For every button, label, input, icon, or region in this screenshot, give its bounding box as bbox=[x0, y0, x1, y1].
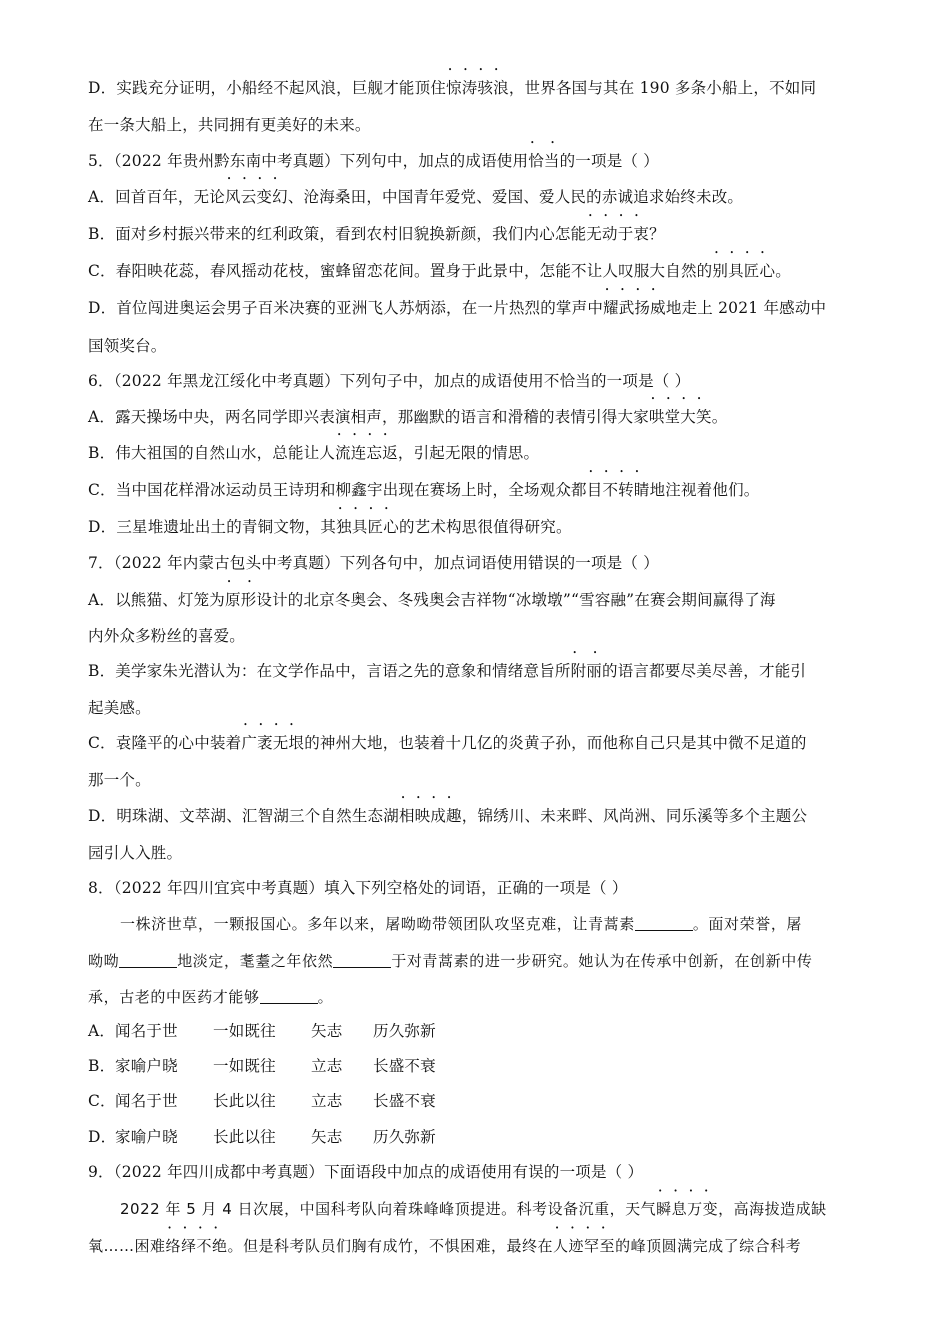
passage-text: 。 bbox=[317, 988, 334, 1006]
text-line bbox=[88, 697, 868, 719]
question-8-title bbox=[88, 877, 868, 899]
option-word: 家喻户晓 bbox=[115, 1128, 178, 1146]
passage-text: 氧……困难 bbox=[88, 1237, 166, 1255]
question-9-passage bbox=[88, 1235, 868, 1257]
line-text: 内外众多粉丝的喜爱。 bbox=[88, 627, 246, 645]
line-text: A．露天操场中央，两名同学即兴表演相声，那幽默的语言和滑稽的表情引得大家 bbox=[88, 408, 649, 426]
line-text: 6．（2022 年黑龙江绥化中考真题）下列句子中，加点的成语使用不恰当的一项是（ ） bbox=[88, 372, 691, 390]
question-8-option-d[interactable] bbox=[88, 1126, 868, 1148]
line-text: B．美学家朱光潜认为：在文学作品中，言语之先的意象和情绪意旨所 bbox=[88, 662, 571, 680]
passage-text: 2022 年 5 月 4 日次展，中国科考队向着珠峰峰顶提进。科考设备沉重，天气 bbox=[120, 1200, 657, 1218]
emphasized-phrase: • • • • 人迹罕至 bbox=[553, 1235, 615, 1257]
line-text: D．首位闯进奥运会男子百米决赛的亚洲飞人苏炳添，在一片热烈的掌声中 bbox=[88, 299, 604, 317]
passage-text: 的峰顶圆满完成了综合科考 bbox=[615, 1237, 802, 1255]
question-8-passage bbox=[120, 913, 900, 935]
question-8-passage bbox=[88, 950, 868, 972]
text-line bbox=[88, 77, 868, 99]
line-text: 的艺术构思很值得研究。 bbox=[398, 518, 572, 536]
fill-blank[interactable] bbox=[333, 952, 391, 968]
option-word: 长此以往 bbox=[213, 1092, 276, 1110]
line-text: C．当中国花样滑冰运动员王诗玥和柳鑫宇出现在赛场上时，全场观众都 bbox=[88, 481, 587, 499]
line-text: C．袁隆平的心中装着 bbox=[88, 734, 242, 752]
passage-text: 地淡定，耄耋之年依然 bbox=[177, 952, 334, 970]
emphasized-phrase: • • • • 目不转睛 bbox=[587, 479, 650, 501]
emphasized-phrase: • • • • 络绎不绝 bbox=[166, 1235, 228, 1257]
passage-text: 承，古老的中医药才能够 bbox=[88, 988, 260, 1006]
line-text: 7．（2022 年内蒙古包头中考真题）下列各句中，加点词语使用错误的一项是（ ） bbox=[88, 554, 659, 572]
line-text: 园引人入胜。 bbox=[88, 844, 183, 862]
option-label: D． bbox=[88, 1128, 117, 1146]
option-word: 闻名于世 bbox=[115, 1022, 178, 1040]
passage-text: ，高海拔造成缺 bbox=[718, 1200, 827, 1218]
option-word: 长盛不衰 bbox=[373, 1092, 436, 1110]
text-line bbox=[88, 769, 868, 791]
passage-text: 。但是科考队员们胸有成竹，不惧困难，最终在 bbox=[227, 1237, 554, 1255]
option-word: 历久弥新 bbox=[373, 1022, 436, 1040]
fill-blank[interactable] bbox=[635, 915, 693, 931]
line-text: ，引起无限的情思。 bbox=[397, 444, 540, 462]
question-6-option-a[interactable] bbox=[88, 406, 868, 428]
passage-text: 。面对荣誉，屠 bbox=[692, 915, 803, 933]
text-line bbox=[88, 625, 868, 647]
emphasized-phrase: • • • • 流连忘返 bbox=[335, 442, 398, 464]
line-text: C．春阳映花蕊，春风摇动花枝，蜜蜂留恋花间。置身于此景中，怎能不让人叹服大自然的 bbox=[88, 262, 713, 280]
line-text: 地注视着他们。 bbox=[649, 481, 760, 499]
line-text: B．伟大祖国的自然山水，总能让人 bbox=[88, 444, 336, 462]
option-word: 长盛不衰 bbox=[373, 1057, 436, 1075]
emphasized-phrase: • • • • 无动于衷 bbox=[586, 223, 649, 245]
line-text: D．实践充分证明，小船经不起风浪，巨舰才能顶住 bbox=[88, 79, 447, 97]
option-word: 立志 bbox=[311, 1092, 343, 1110]
option-label: B． bbox=[88, 1057, 116, 1075]
option-word: 闻名于世 bbox=[115, 1092, 178, 1110]
line-text: 地走上 2021 年感动中 bbox=[665, 299, 827, 317]
line-text: D．三星堆遗址出土的青铜文物，其 bbox=[88, 518, 337, 536]
line-text: ？ bbox=[649, 225, 665, 243]
line-text: 。 bbox=[775, 262, 791, 280]
emphasized-word: • • 附丽 bbox=[571, 660, 602, 682]
question-6-title bbox=[88, 370, 868, 392]
line-text: ，锦绣川、未来畔、风尚洲、同乐溪等多个主题公 bbox=[461, 807, 808, 825]
line-text: 8．（2022 年四川宜宾中考真题）填入下列空格处的词语，正确的一项是（ ） bbox=[88, 879, 628, 897]
question-7-option-a[interactable] bbox=[88, 589, 868, 611]
emphasized-phrase: • • • • 哄堂大笑 bbox=[649, 406, 712, 428]
question-6-option-d[interactable] bbox=[88, 516, 868, 538]
question-6-option-c[interactable] bbox=[88, 479, 868, 501]
option-word: 历久弥新 bbox=[373, 1128, 436, 1146]
emphasized-phrase: • • • • 瞬息万变 bbox=[656, 1198, 718, 1220]
question-7-option-d[interactable] bbox=[88, 805, 868, 827]
option-word: 矢志 bbox=[311, 1128, 343, 1146]
line-text: 设计的北京冬奥会、冬残奥会吉祥物“冰墩墩”“雪容融”在赛会期间赢得了海 bbox=[256, 591, 776, 609]
option-word: 长此以往 bbox=[213, 1128, 276, 1146]
line-text: 的语言都要尽美尽善，才能引 bbox=[602, 662, 807, 680]
question-5-title bbox=[88, 150, 868, 172]
question-5-option-a[interactable] bbox=[88, 186, 868, 208]
question-9-passage bbox=[120, 1198, 900, 1220]
text-line bbox=[88, 114, 868, 136]
option-word: 立志 bbox=[311, 1057, 343, 1075]
line-text: B．面对乡村振兴带来的红利政策，看到农村旧貌换新颜，我们内心怎能 bbox=[88, 225, 587, 243]
question-9-title bbox=[88, 1161, 868, 1183]
fill-blank[interactable] bbox=[119, 952, 177, 968]
question-5-option-d[interactable] bbox=[88, 297, 868, 319]
passage-text: 呦呦 bbox=[88, 952, 120, 970]
line-text: A．以熊猫、灯笼为 bbox=[88, 591, 225, 609]
option-label: A． bbox=[88, 1022, 116, 1040]
option-word: 家喻户晓 bbox=[115, 1057, 178, 1075]
question-8-option-a[interactable] bbox=[88, 1020, 868, 1042]
option-word: 一如既往 bbox=[213, 1022, 276, 1040]
emphasized-phrase: • • • • 风云变幻 bbox=[225, 186, 288, 208]
option-label: C． bbox=[88, 1092, 116, 1110]
line-text: 9．（2022 年四川成都中考真题）下面语段中加点的成语使用有误的一项是（ ） bbox=[88, 1163, 644, 1181]
line-text: 在一条大船上，共同拥有更美好的未来。 bbox=[88, 116, 371, 134]
line-text: 5．（2022 年贵州黔东南中考真题）下列句中，加点的成语使用 bbox=[88, 152, 529, 170]
question-8-option-b[interactable] bbox=[88, 1055, 868, 1077]
line-text: ，世界各国与其在 190 多条小船上，不如同 bbox=[508, 79, 817, 97]
emphasized-word: • • 恰当 bbox=[528, 150, 559, 172]
line-text: A．回首百年，无论 bbox=[88, 188, 225, 206]
question-7-option-c[interactable] bbox=[88, 732, 868, 754]
emphasized-phrase: • • • • 耀武扬威 bbox=[603, 297, 666, 319]
text-line bbox=[88, 842, 868, 864]
emphasized-phrase: • • • • 广袤无垠 bbox=[241, 732, 304, 754]
line-text: 的一项是（ ） bbox=[559, 152, 659, 170]
question-6-option-b[interactable] bbox=[88, 442, 868, 464]
line-text: 。 bbox=[711, 408, 728, 426]
question-7-title bbox=[88, 552, 868, 574]
emphasized-phrase: • • • • 别具匠心 bbox=[712, 260, 775, 282]
line-text: 那一个。 bbox=[88, 771, 151, 789]
emphasized-phrase: • • • • 相映成趣 bbox=[399, 805, 462, 827]
option-word: 一如既往 bbox=[213, 1057, 276, 1075]
text-line bbox=[88, 335, 868, 357]
emphasized-word: • • 原形 bbox=[225, 589, 256, 611]
option-word: 矢志 bbox=[311, 1022, 343, 1040]
passage-text: 于对青蒿素的进一步研究。她认为在传承中创新，在创新中传 bbox=[391, 952, 813, 970]
question-5-option-c[interactable] bbox=[88, 260, 868, 282]
line-text: 国领奖台。 bbox=[88, 337, 167, 355]
fill-blank[interactable] bbox=[260, 988, 318, 1004]
line-text: D．明珠湖、文萃湖、汇智湖三个自然生态湖 bbox=[88, 807, 399, 825]
emphasized-phrase: • • • • 惊涛骇浪 bbox=[446, 77, 509, 99]
passage-text: 一株济世草，一颗报国心。多年以来，屠呦呦带领团队攻坚克难，让青蒿素 bbox=[120, 915, 635, 933]
line-text: 起美感。 bbox=[88, 699, 151, 717]
question-8-option-c[interactable] bbox=[88, 1090, 868, 1112]
question-7-option-b[interactable] bbox=[88, 660, 868, 682]
emphasized-phrase: • • • • 独具匠心 bbox=[336, 516, 399, 538]
question-8-passage bbox=[88, 986, 868, 1008]
question-5-option-b[interactable] bbox=[88, 223, 868, 245]
line-text: 的神州大地，也装着十几亿的炎黄子孙，而他称自己只是其中微不足道的 bbox=[304, 734, 807, 752]
line-text: 、沧海桑田，中国青年爱党、爱国、爱人民的赤诚追求始终未改。 bbox=[287, 188, 744, 206]
